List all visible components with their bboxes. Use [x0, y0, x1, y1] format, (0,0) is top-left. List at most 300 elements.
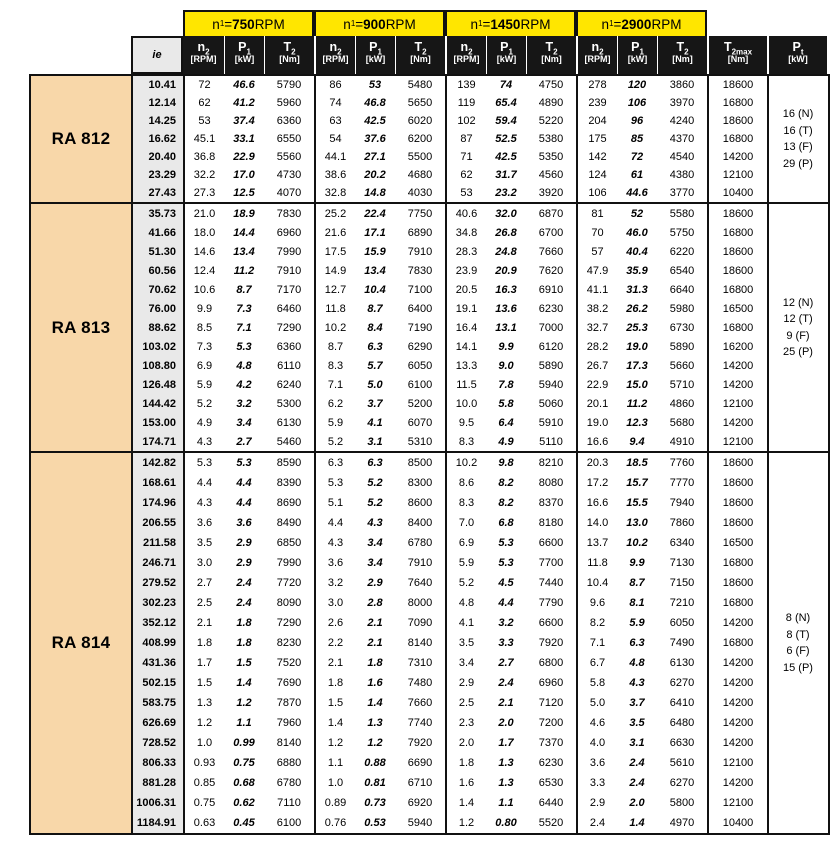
t2-value: 6550: [276, 133, 302, 145]
t2-value: 6780: [407, 537, 433, 549]
t2-value: 7640: [407, 577, 433, 589]
n2-value: 139: [445, 76, 486, 94]
p1-value: 5.2: [367, 497, 383, 509]
t2-value: 3970: [669, 97, 695, 109]
t2max-value: 18600: [707, 573, 767, 593]
p1-value: 10.4: [364, 283, 386, 296]
p1-value: 1.1: [498, 797, 514, 809]
n2-value: 0.76: [314, 813, 355, 833]
p1-value: 17.0: [233, 169, 255, 181]
t2max-value: 12100: [707, 432, 767, 451]
t2-value: 6640: [669, 283, 695, 296]
p1-value: 6.8: [498, 517, 514, 529]
n2-value: 38.6: [314, 166, 355, 184]
t2-value: 8490: [276, 517, 302, 529]
p1-value: 2.4: [629, 777, 645, 789]
t2-value: 4380: [669, 169, 695, 181]
ie-value: 408.99: [131, 633, 183, 653]
t2-value: 8600: [407, 497, 433, 509]
t2-value: 5580: [669, 207, 695, 220]
t2-value: 4680: [407, 169, 433, 181]
ie-value: 174.71: [131, 432, 183, 451]
p1-value: 15.0: [626, 378, 648, 391]
pt-rating-line: 12 (T): [783, 313, 813, 325]
n2-value: 119: [445, 94, 486, 112]
p1-value: 4.4: [236, 497, 252, 509]
pt-rating-line: 16 (N): [782, 108, 814, 120]
model-label: RA 814: [31, 453, 131, 833]
p1-value: 8.7: [367, 302, 383, 315]
t2max-column-header: [707, 36, 767, 74]
n2-value: 5.2: [183, 394, 224, 413]
n2-value: 19.1: [445, 299, 486, 318]
t2-value: 6880: [276, 757, 302, 769]
n2-value: 7.0: [445, 513, 486, 533]
column-header: [657, 36, 707, 74]
t2-value: 6200: [407, 133, 433, 145]
p1-value: 0.99: [233, 737, 255, 749]
t2max-value: 12100: [707, 793, 767, 813]
t2-value: 8230: [276, 637, 302, 649]
p1-value: 2.4: [629, 757, 645, 769]
column-unit: [kW]: [496, 54, 517, 65]
t2-value: 6230: [538, 302, 564, 315]
column-symbol: $T_2$: [545, 40, 558, 57]
p1-value: 42.5: [364, 115, 386, 127]
t2-value: 6050: [669, 617, 695, 629]
t2-value: 6480: [669, 717, 695, 729]
p1-value: 120: [627, 79, 647, 91]
column-symbol: $T_{2max}$: [723, 40, 753, 57]
t2-value: 5790: [276, 79, 302, 91]
n2-value: 9.9: [183, 299, 224, 318]
n2-value: 0.89: [314, 793, 355, 813]
column-symbol: $n_2$: [460, 40, 473, 57]
n2-value: 47.9: [576, 261, 617, 280]
n2-value: 5.3: [183, 453, 224, 473]
band-row: [29, 10, 830, 36]
t2-value: 7910: [407, 557, 433, 569]
t2-value: 5220: [538, 115, 564, 127]
ie-value: 502.15: [131, 673, 183, 693]
p1-value: 4.4: [236, 477, 252, 489]
model-section: [29, 204, 830, 453]
ie-value: 16.62: [131, 130, 183, 148]
t2max-value: 18600: [707, 513, 767, 533]
p1-value: 13.1: [495, 321, 517, 334]
n2-value: 1.2: [314, 733, 355, 753]
n2-value: 14.9: [314, 261, 355, 280]
n2-value: 2.0: [445, 733, 486, 753]
t2-value: 6910: [538, 283, 564, 296]
pt-rating-line: 15 (P): [783, 661, 813, 674]
t2-value: 7660: [538, 245, 564, 258]
column-unit: [kW]: [788, 54, 808, 65]
ie-value: 352.12: [131, 613, 183, 633]
t2-value: 4750: [538, 79, 564, 91]
p1-value: 37.6: [364, 133, 386, 145]
t2-value: 5660: [669, 359, 695, 372]
t2-value: 7990: [276, 557, 302, 569]
ie-value: 279.52: [131, 573, 183, 593]
t2-value: 6780: [276, 777, 302, 789]
t2-value: 5200: [407, 397, 433, 410]
t2-value: 4730: [276, 169, 302, 181]
t2-value: 8180: [538, 517, 564, 529]
p1-value: 4.8: [629, 657, 645, 669]
p1-value: 3.4: [236, 416, 252, 429]
ie-value: 302.23: [131, 593, 183, 613]
t2-value: 3860: [669, 79, 695, 91]
ie-value: 27.43: [131, 184, 183, 202]
ie-value: 20.40: [131, 148, 183, 166]
column-header: [264, 36, 314, 74]
t2-value: 7520: [276, 657, 302, 669]
n2-value: 62: [445, 166, 486, 184]
column-unit: [kW]: [234, 54, 255, 65]
n2-value: 19.0: [576, 413, 617, 432]
p1-value: 15.5: [626, 497, 648, 509]
t2-value: 7830: [407, 264, 433, 277]
t2-value: 6220: [669, 245, 695, 258]
n2-value: 13.7: [576, 533, 617, 553]
ie-value: 23.29: [131, 166, 183, 184]
p1-value: 2.4: [236, 577, 252, 589]
t2-value: 7870: [276, 697, 302, 709]
t2-value: 7100: [407, 283, 433, 296]
ie-value: 142.82: [131, 453, 183, 473]
column-symbol: $T_2$: [414, 40, 427, 57]
p1-value: 1.6: [367, 677, 383, 689]
ie-value: 35.73: [131, 204, 183, 223]
n2-value: 14.6: [183, 242, 224, 261]
t2-value: 7490: [669, 637, 695, 649]
t2max-value: 18600: [707, 204, 767, 223]
p1-value: 1.4: [367, 697, 383, 709]
t2-value: 6020: [407, 115, 433, 127]
n2-value: 81: [576, 204, 617, 223]
t2max-value: 12100: [707, 166, 767, 184]
n2-value: 8.6: [445, 473, 486, 493]
t2-value: 7310: [407, 657, 433, 669]
t2-value: 7740: [407, 717, 433, 729]
column-header: [445, 36, 486, 74]
pt-rating-line: 13 (F): [783, 141, 813, 153]
n2-value: 8.3: [445, 493, 486, 513]
p1-value: 42.5: [495, 151, 517, 163]
n2-value: 2.7: [183, 573, 224, 593]
p1-value: 11.2: [233, 264, 255, 277]
n2-value: 2.2: [314, 633, 355, 653]
t2-value: 4070: [276, 187, 302, 199]
t2-value: 4560: [538, 169, 564, 181]
t2-value: 6050: [407, 359, 433, 372]
n2-value: 21.6: [314, 223, 355, 242]
n2-value: 1.2: [445, 813, 486, 833]
ie-value: 70.62: [131, 280, 183, 299]
t2-value: 6100: [407, 378, 433, 391]
ie-value: 60.56: [131, 261, 183, 280]
p1-value: 7.1: [236, 321, 252, 334]
t2-value: 4370: [669, 133, 695, 145]
p1-value: 1.7: [498, 737, 514, 749]
p1-value: 1.4: [236, 677, 252, 689]
column-symbol: $T_2$: [676, 40, 689, 57]
p1-value: 1.2: [367, 737, 383, 749]
p1-value: 2.4: [498, 677, 514, 689]
n2-value: 9.5: [445, 413, 486, 432]
t2-value: 6240: [276, 378, 302, 391]
n2-value: 11.8: [576, 553, 617, 573]
ie-value: 806.33: [131, 753, 183, 773]
p1-value: 5.0: [367, 378, 383, 391]
t2max-value: 14200: [707, 693, 767, 713]
t2-value: 5610: [669, 757, 695, 769]
t2-value: 8300: [407, 477, 433, 489]
n2-value: 2.9: [576, 793, 617, 813]
n2-value: 10.2: [445, 453, 486, 473]
ie-value: 728.52: [131, 733, 183, 753]
p1-value: 5.9: [629, 617, 645, 629]
t2max-value: 14200: [707, 713, 767, 733]
p1-value: 5.7: [367, 359, 383, 372]
p1-value: 5.3: [498, 537, 514, 549]
n2-value: 70: [576, 223, 617, 242]
t2-value: 5800: [669, 797, 695, 809]
p1-value: 9.4: [629, 435, 645, 448]
ie-value: 153.00: [131, 413, 183, 432]
p1-value: 3.2: [236, 397, 252, 410]
t2-value: 6110: [277, 359, 301, 372]
p1-value: 3.7: [629, 697, 645, 709]
column-unit: [Nm]: [279, 54, 300, 65]
p1-value: 2.7: [498, 657, 514, 669]
n2-value: 1.3: [183, 693, 224, 713]
pt-ratings-block: [767, 453, 827, 833]
n2-value: 53: [445, 184, 486, 202]
column-unit: [Nm]: [727, 54, 749, 65]
p1-value: 26.8: [495, 226, 517, 239]
t2-value: 8210: [538, 457, 564, 469]
ie-value: 41.66: [131, 223, 183, 242]
p1-value: 6.4: [498, 416, 514, 429]
ie-value: 10.41: [131, 76, 183, 94]
p1-value: 13.0: [626, 517, 648, 529]
n2-value: 1.1: [314, 753, 355, 773]
ie-value: 144.42: [131, 394, 183, 413]
t2-value: 7690: [276, 677, 302, 689]
p1-value: 4.2: [236, 378, 252, 391]
column-symbol: $P_1$: [500, 40, 513, 57]
n2-value: 71: [445, 148, 486, 166]
column-header: [526, 36, 576, 74]
t2-value: 5680: [669, 416, 695, 429]
t2max-value: 14200: [707, 356, 767, 375]
n2-value: 10.0: [445, 394, 486, 413]
n2-value: 10.4: [576, 573, 617, 593]
ie-value: 626.69: [131, 713, 183, 733]
p1-value: 33.1: [233, 133, 255, 145]
p1-value: 37.4: [233, 115, 255, 127]
p1-value: 2.7: [236, 435, 252, 448]
n2-value: 34.8: [445, 223, 486, 242]
t2max-value: 16800: [707, 280, 767, 299]
t2-value: 6890: [407, 226, 433, 239]
p1-value: 41.2: [233, 97, 255, 109]
n2-value: 16.6: [576, 432, 617, 451]
t2-value: 8090: [276, 597, 302, 609]
column-unit: [Nm]: [410, 54, 431, 65]
t2-value: 6360: [276, 340, 302, 353]
p1-value: 9.9: [498, 340, 514, 353]
p1-value: 52: [630, 207, 644, 220]
n2-value: 1.4: [445, 793, 486, 813]
n2-value: 4.0: [576, 733, 617, 753]
n2-value: 38.2: [576, 299, 617, 318]
n2-value: 4.4: [314, 513, 355, 533]
n2-value: 204: [576, 112, 617, 130]
p1-value: 59.4: [495, 115, 517, 127]
n2-value: 4.1: [445, 613, 486, 633]
t2-value: 5890: [669, 340, 695, 353]
t2-value: 6690: [407, 757, 433, 769]
n2-value: 4.3: [183, 432, 224, 451]
n2-value: 13.3: [445, 356, 486, 375]
t2-value: 7790: [538, 597, 564, 609]
n2-value: 1.4: [314, 713, 355, 733]
t2max-value: 18600: [707, 473, 767, 493]
t2-value: 4970: [669, 817, 695, 829]
column-symbol: $n_2$: [329, 40, 342, 57]
p1-value: 44.6: [626, 187, 648, 199]
n2-value: 6.3: [314, 453, 355, 473]
n2-value: 53: [183, 112, 224, 130]
p1-value: 18.9: [233, 207, 255, 220]
n2-value: 8.5: [183, 318, 224, 337]
n2-value: 20.5: [445, 280, 486, 299]
p1-value: 5.8: [498, 397, 514, 410]
n2-value: 3.0: [314, 593, 355, 613]
p1-value: 46.8: [364, 97, 386, 109]
n2-value: 22.9: [576, 375, 617, 394]
n2-value: 45.1: [183, 130, 224, 148]
t2-value: 6360: [276, 115, 302, 127]
column-unit: [RPM]: [584, 54, 611, 65]
t2-value: 5710: [669, 378, 695, 391]
t2-value: 4910: [669, 435, 695, 448]
t2-value: 7200: [538, 717, 564, 729]
p1-value: 24.8: [495, 245, 517, 258]
n2-value: 6.9: [445, 533, 486, 553]
n2-value: 1.2: [183, 713, 224, 733]
p1-value: 15.7: [626, 477, 648, 489]
t2-value: 5980: [669, 302, 695, 315]
n2-value: 1.8: [183, 633, 224, 653]
column-symbol: $P_t$: [792, 40, 804, 57]
p1-value: 13.4: [233, 245, 255, 258]
p1-value: 31.3: [626, 283, 648, 296]
t2-value: 6960: [538, 677, 564, 689]
t2-value: 6700: [538, 226, 564, 239]
p1-value: 1.8: [367, 657, 383, 669]
n2-value: 14.1: [445, 337, 486, 356]
t2max-value: 16500: [707, 299, 767, 318]
t2-value: 5520: [538, 817, 564, 829]
t2-value: 7150: [669, 577, 695, 589]
n2-value: 0.63: [183, 813, 224, 833]
ie-value: 881.28: [131, 773, 183, 793]
n2-value: 1.8: [314, 673, 355, 693]
p1-value: 96: [630, 115, 644, 127]
n2-value: 8.2: [576, 613, 617, 633]
t2-value: 5560: [276, 151, 302, 163]
t2max-value: 18600: [707, 453, 767, 473]
p1-value: 6.3: [629, 637, 645, 649]
n2-value: 124: [576, 166, 617, 184]
p1-value: 3.3: [498, 637, 514, 649]
t2-value: 5460: [276, 435, 302, 448]
t2-value: 7910: [407, 245, 433, 258]
p1-value: 4.5: [498, 577, 514, 589]
t2-value: 5110: [539, 435, 563, 448]
ratings-table-body: [29, 74, 830, 835]
n2-value: 12.7: [314, 280, 355, 299]
n2-value: 6.9: [183, 356, 224, 375]
n2-value: 41.1: [576, 280, 617, 299]
n2-value: 3.2: [314, 573, 355, 593]
p1-value: 6.3: [367, 457, 383, 469]
n2-value: 8.7: [314, 337, 355, 356]
n2-value: 17.2: [576, 473, 617, 493]
p1-value: 2.4: [236, 597, 252, 609]
p1-value: 9.9: [629, 557, 645, 569]
p1-value: 9.0: [498, 359, 514, 372]
p1-value: 20.9: [495, 264, 517, 277]
n2-value: 32.2: [183, 166, 224, 184]
n2-value: 5.9: [183, 375, 224, 394]
t2-value: 7860: [669, 517, 695, 529]
t2-value: 7090: [407, 617, 433, 629]
p1-value: 0.75: [233, 757, 255, 769]
ie-value: 103.02: [131, 337, 183, 356]
t2max-value: 14200: [707, 148, 767, 166]
p1-value: 8.7: [236, 283, 252, 296]
n2-value: 2.3: [445, 713, 486, 733]
t2max-value: 14200: [707, 375, 767, 394]
n2-value: 25.2: [314, 204, 355, 223]
t2max-value: 18600: [707, 112, 767, 130]
ie-value: 206.55: [131, 513, 183, 533]
n2-value: 4.8: [445, 593, 486, 613]
n2-value: 5.3: [314, 473, 355, 493]
p1-value: 14.4: [233, 226, 255, 239]
p1-value: 1.4: [629, 817, 645, 829]
t2-value: 6960: [276, 226, 302, 239]
pt-rating-line: 16 (T): [783, 124, 813, 137]
n2-value: 32.7: [576, 318, 617, 337]
column-unit: [RPM]: [322, 54, 349, 65]
n2-value: 62: [183, 94, 224, 112]
n2-value: 87: [445, 130, 486, 148]
n2-value: 72: [183, 76, 224, 94]
column-symbol: $P_1$: [369, 40, 382, 57]
t2-value: 6600: [538, 537, 564, 549]
t2-value: 7170: [276, 283, 302, 296]
t2max-value: 16800: [707, 593, 767, 613]
t2max-value: 12100: [707, 394, 767, 413]
n2-value: 20.1: [576, 394, 617, 413]
t2-value: 7210: [669, 597, 695, 609]
